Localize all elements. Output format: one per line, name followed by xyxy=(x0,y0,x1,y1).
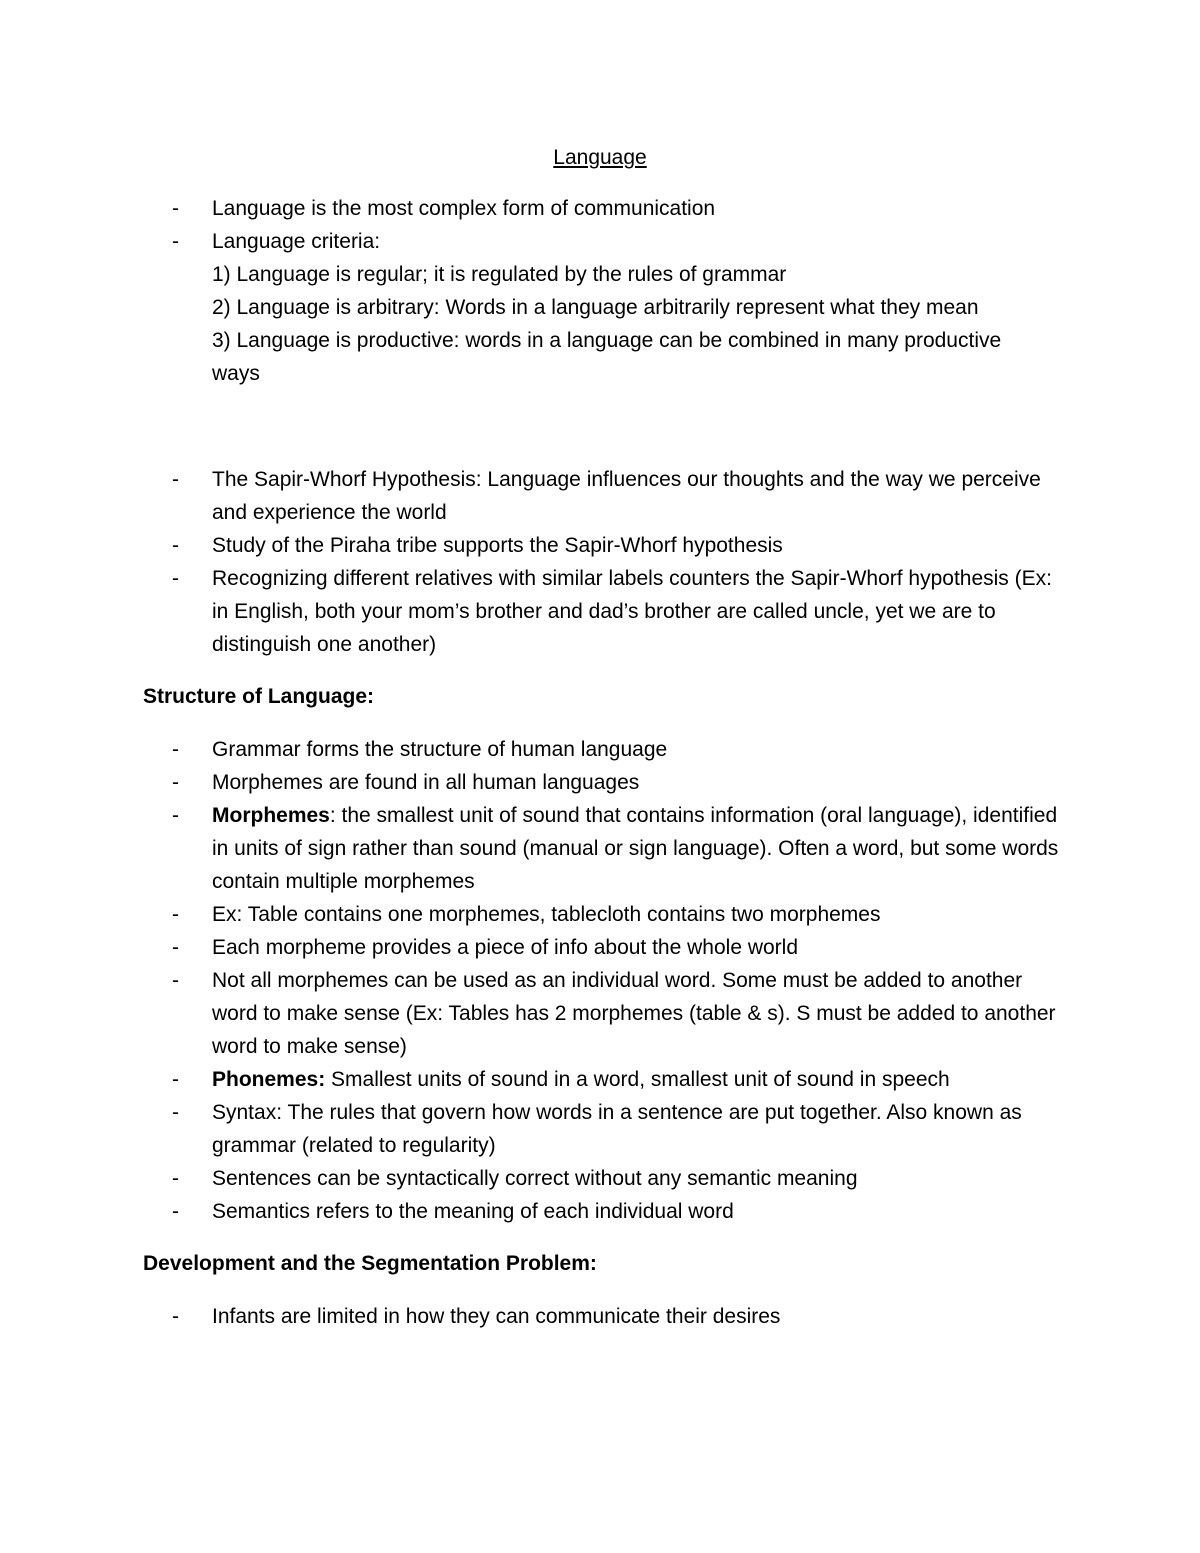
development-list xyxy=(0,1300,1072,1333)
development-heading: Development and the Segmentation Problem: xyxy=(143,1252,597,1275)
list-item xyxy=(0,529,1072,562)
item-text: Morphemes are found in all human languages xyxy=(212,771,640,794)
list-item xyxy=(0,1063,1072,1096)
bullet-dash: - xyxy=(172,1167,179,1190)
item-text: Semantics refers to the meaning of each individual word xyxy=(212,1200,734,1223)
item-text: Each morpheme provides a piece of info about the whole world xyxy=(212,936,799,959)
item-text: Recognizing different relatives with similar labels counters the Sapir-Whorf hypothesis (Ex: in English, both your mom’s brother and dad’s brother are called uncle, yet we are to distinguish one another) xyxy=(212,567,1052,656)
term-phonemes: Phonemes: xyxy=(212,1068,326,1091)
item-text: Ex: Table contains one morphemes, tablecloth contains two morphemes xyxy=(212,903,881,926)
list-item xyxy=(0,225,1072,390)
item-text: Study of the Piraha tribe supports the Sapir-Whorf hypothesis xyxy=(212,534,783,557)
bullet-dash: - xyxy=(172,936,179,959)
bullet-dash: - xyxy=(172,771,179,794)
bullet-dash: - xyxy=(172,969,179,992)
bullet-dash: - xyxy=(172,534,179,557)
bullet-dash: - xyxy=(172,197,179,220)
criteria-item: 1) Language is regular; it is regulated by the rules of grammar xyxy=(212,263,787,286)
list-item xyxy=(0,1195,1072,1228)
bullet-dash: - xyxy=(172,1200,179,1223)
criteria-item: 2) Language is arbitrary: Words in a language arbitrarily represent what they mean xyxy=(212,296,979,319)
structure-list xyxy=(0,733,1072,1228)
criteria-item: 3) Language is productive: words in a language can be combined in many productive ways xyxy=(212,329,1002,385)
list-item xyxy=(0,931,1072,964)
bullet-dash: - xyxy=(172,1101,179,1124)
item-text: : the smallest unit of sound that contains information (oral language), identified in units of sign rather than sound (manual or sign language). Often a word, but some words contain multiple morphemes xyxy=(212,804,1059,893)
item-text: Language criteria: xyxy=(212,230,381,253)
list-item xyxy=(0,562,1072,661)
bullet-dash: - xyxy=(172,903,179,926)
bullet-dash: - xyxy=(172,567,179,590)
list-item xyxy=(0,192,1072,225)
page-title: Language xyxy=(553,146,647,169)
list-item xyxy=(0,799,1072,898)
bullet-dash: - xyxy=(172,468,179,491)
item-text: Smallest units of sound in a word, smallest unit of sound in speech xyxy=(325,1068,950,1091)
section2-list xyxy=(0,463,1072,661)
list-item xyxy=(0,766,1072,799)
structure-heading: Structure of Language: xyxy=(143,685,375,708)
item-text: Infants are limited in how they can communicate their desires xyxy=(212,1305,781,1328)
list-item xyxy=(0,1162,1072,1195)
item-text: The Sapir-Whorf Hypothesis: Language influences our thoughts and the way we perceive and experience the world xyxy=(212,468,1041,524)
item-text: Sentences can be syntactically correct without any semantic meaning xyxy=(212,1167,858,1190)
item-text: Syntax: The rules that govern how words in a sentence are put together. Also known as grammar (related to regularity) xyxy=(212,1101,1022,1157)
bullet-dash: - xyxy=(172,1305,179,1328)
bullet-dash: - xyxy=(172,738,179,761)
list-item xyxy=(0,964,1072,1063)
section1-list xyxy=(0,192,1072,390)
list-item xyxy=(0,733,1072,766)
list-item xyxy=(0,1300,1072,1333)
item-text: Language is the most complex form of communication xyxy=(212,197,716,220)
list-item xyxy=(0,898,1072,931)
item-text: Grammar forms the structure of human language xyxy=(212,738,668,761)
list-item xyxy=(0,1096,1072,1162)
list-item xyxy=(0,463,1072,529)
bullet-dash: - xyxy=(172,1068,179,1091)
term-morphemes: Morphemes xyxy=(212,804,330,827)
bullet-dash: - xyxy=(172,804,179,827)
item-text: Not all morphemes can be used as an individual word. Some must be added to another word to make sense (Ex: Tables has 2 morphemes (table & s). S must be added to another word to make sense) xyxy=(212,969,1056,1058)
bullet-dash: - xyxy=(172,230,179,253)
